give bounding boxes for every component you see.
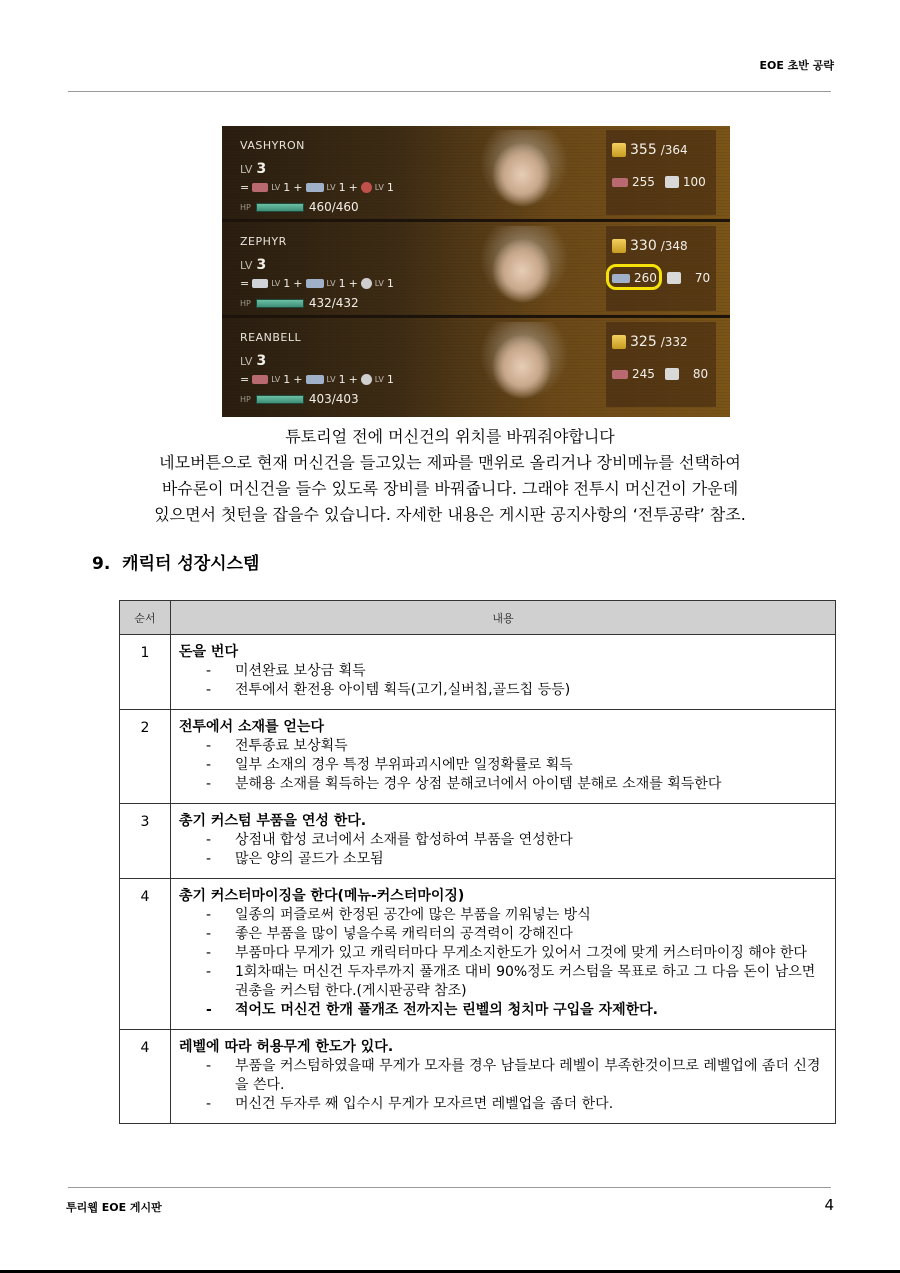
bullet-item: - 부품마다 무게가 있고 캐릭터마다 무게소지한도가 있어서 그것에 맞게 커스터마이징 해야 한다: [179, 944, 829, 963]
weight-stats-panel: 330 /348 260 70: [606, 226, 716, 311]
bullet-item: - 분해용 소재를 획득하는 경우 상점 분해코너에서 아이템 분해로 소재를 획득한다: [179, 775, 829, 794]
bullet-item: - 좋은 부품을 많이 넣을수록 캐릭터의 공격력이 강해진다: [179, 925, 829, 944]
caption-line: 바슈론이 머신건을 들수 있도록 장비를 바꿔줍니다. 그래야 전투시 머신건이 가운데: [161, 479, 739, 498]
bullet-item: - 부품을 커스텀하였을때 무게가 모자를 경우 남들보다 레벨이 부족한것이므로 레벨업에 좀더 신경을 쓴다.: [179, 1057, 829, 1095]
bullet-item: - 상점내 합성 코너에서 소재를 합성하여 부품을 연성한다: [179, 831, 829, 850]
character-name: VASHYRON: [240, 139, 305, 152]
caption-line: 네모버튼으로 현재 머신건을 들고있는 제파를 맨위로 올리거나 장비메뉴를 선택하여: [159, 453, 741, 472]
character-name: ZEPHYR: [240, 235, 287, 248]
grenade-icon: [361, 182, 372, 193]
pistol-icon: [252, 279, 268, 288]
hp-bar: [256, 299, 304, 308]
character-level: LV 3: [240, 161, 267, 177]
row-title: 총기 커스텀 부품을 연성 한다.: [179, 813, 367, 829]
hp-line: HP 460/460: [240, 200, 359, 214]
smg-icon: [306, 279, 324, 288]
armor-part-icon: [665, 176, 679, 188]
column-header-order: 순서: [120, 601, 171, 635]
character-row-zephyr: [222, 222, 730, 318]
highlight-circle: [606, 264, 662, 290]
armor-part-icon: [667, 272, 681, 284]
screenshot-caption: [0, 424, 900, 528]
caption-line: 튜토리얼 전에 머신건의 위치를 바꿔줘야합니다: [285, 427, 615, 446]
hp-line: HP 403/403: [240, 392, 359, 406]
heart-part-icon: [665, 368, 679, 380]
weight-bag-icon: [612, 335, 626, 349]
weight-bag-icon: [612, 239, 626, 253]
column-header-content: 내용: [171, 601, 836, 635]
bullet-item: - 많은 양의 골드가 소모됨: [179, 850, 829, 869]
character-row-vashyron: [222, 126, 730, 222]
weight-stats-panel: 355 /364 255 100: [606, 130, 716, 215]
hp-line: HP 432/432: [240, 296, 359, 310]
smg-icon: [306, 183, 324, 192]
character-row-reanbell: [222, 318, 730, 417]
page-number: 4: [824, 1196, 834, 1214]
pistol-icon: [612, 178, 628, 187]
growth-system-table: [119, 600, 836, 1124]
character-portrait: [474, 322, 574, 408]
row-title: 돈을 번다: [179, 644, 238, 660]
pistol-icon: [612, 370, 628, 379]
weight-stats-panel: 325 /332 245 80: [606, 322, 716, 407]
character-level: LV 3: [240, 353, 267, 369]
bullet-item: - 일종의 퍼즐로써 한정된 공간에 많은 부품을 끼워넣는 방식: [179, 906, 829, 925]
grenade-icon: [361, 278, 372, 289]
equipment-line: = LV 1 + LV 1 + LV 1: [240, 373, 394, 386]
row-title: 레벨에 따라 허용무게 한도가 있다.: [179, 1039, 394, 1055]
character-level: LV 3: [240, 257, 267, 273]
pistol-icon: [252, 183, 268, 192]
row-title: 총기 커스터마이징을 한다(메뉴-커스터마이징): [179, 888, 465, 904]
character-portrait: [474, 130, 574, 216]
document-header-title: EOE 초반 공략: [759, 59, 834, 72]
bullet-item: - 전투종료 보상획득: [179, 737, 829, 756]
table-row: 2 전투에서 소재를 얻는다 - 전투종료 보상획득 - 일부 소재의 경우 특정 부위파괴시에만 일정확률로 획득 - 분해용 소재를 획득하는 경우 상점 분해코너에서 아이템 분해로 소재를 획득한다: [120, 710, 836, 804]
game-party-screenshot: [222, 126, 730, 417]
footer-source: 투리웹 EOE 게시판: [66, 1201, 162, 1214]
character-portrait: [474, 226, 574, 312]
hp-bar: [256, 203, 304, 212]
bullet-item: - 1회차때는 머신건 두자루까지 풀개조 대비 90%정도 커스텀을 목표로 하고 그 다음 돈이 남으면 권총을 커스텀 한다.(게시판공략 참조): [179, 963, 829, 1001]
section-heading: 9. 캐릭터 성장시스템: [92, 554, 260, 574]
hp-bar: [256, 395, 304, 404]
grenade-icon: [361, 374, 372, 385]
row-title: 전투에서 소재를 얻는다: [179, 719, 324, 735]
footer-divider: [68, 1187, 831, 1188]
character-name: REANBELL: [240, 331, 302, 344]
table-row: 4 레벨에 따라 허용무게 한도가 있다. - 부품을 커스텀하였을때 무게가 모자를 경우 남들보다 레벨이 부족한것이므로 레벨업에 좀더 신경을 쓴다. - 머신건 두자루 째 입수시 무게가 모자르면 레벨업을 좀더 한다.: [120, 1030, 836, 1124]
equipment-line: = LV 1 + LV 1 + LV 1: [240, 277, 394, 290]
equipment-line: = LV 1 + LV 1 + LV 1: [240, 181, 394, 194]
smg-icon: [306, 375, 324, 384]
header-divider: [68, 91, 831, 92]
caption-line: 있으면서 첫턴을 잡을수 있습니다. 자세한 내용은 게시판 공지사항의 ‘전투공략’ 참조.: [154, 505, 746, 524]
bullet-item: - 전투에서 환전용 아이템 획득(고기,실버칩,골드칩 등등): [179, 681, 829, 700]
bullet-item: - 미션완료 보상금 획득: [179, 662, 829, 681]
table-row: 1 돈을 번다 - 미션완료 보상금 획득 - 전투에서 환전용 아이템 획득(고기,실버칩,골드칩 등등): [120, 635, 836, 710]
bullet-item: - 머신건 두자루 째 입수시 무게가 모자르면 레벨업을 좀더 한다.: [179, 1095, 829, 1114]
table-row: 4 총기 커스터마이징을 한다(메뉴-커스터마이징) - 일종의 퍼즐로써 한정된 공간에 많은 부품을 끼워넣는 방식 - 좋은 부품을 많이 넣을수록 캐릭터의 공격력이 강해진다 - 부품마다 무게가 있고 캐릭터마다 무게소지한도가 있어서 그것에 맞게 커스터마이징 해야 한다 - 1회차때는 머신건 두자루까지 풀개조 대비 90%정도 커스텀을 목표로 하고 그 다음 돈이 남으면 권총을 커스텀 한다.(게시판공략 참조) - 적어도 머신건 한개 풀개조 전까지는 린벨의 청치마 구입을 자제한다.: [120, 879, 836, 1030]
bullet-item-emphasis: - 적어도 머신건 한개 풀개조 전까지는 린벨의 청치마 구입을 자제한다.: [179, 1001, 829, 1020]
table-row: 3 총기 커스텀 부품을 연성 한다. - 상점내 합성 코너에서 소재를 합성하여 부품을 연성한다 - 많은 양의 골드가 소모됨: [120, 804, 836, 879]
weight-bag-icon: [612, 143, 626, 157]
pistol-icon: [252, 375, 268, 384]
bullet-item: - 일부 소재의 경우 특정 부위파괴시에만 일정확률로 획득: [179, 756, 829, 775]
